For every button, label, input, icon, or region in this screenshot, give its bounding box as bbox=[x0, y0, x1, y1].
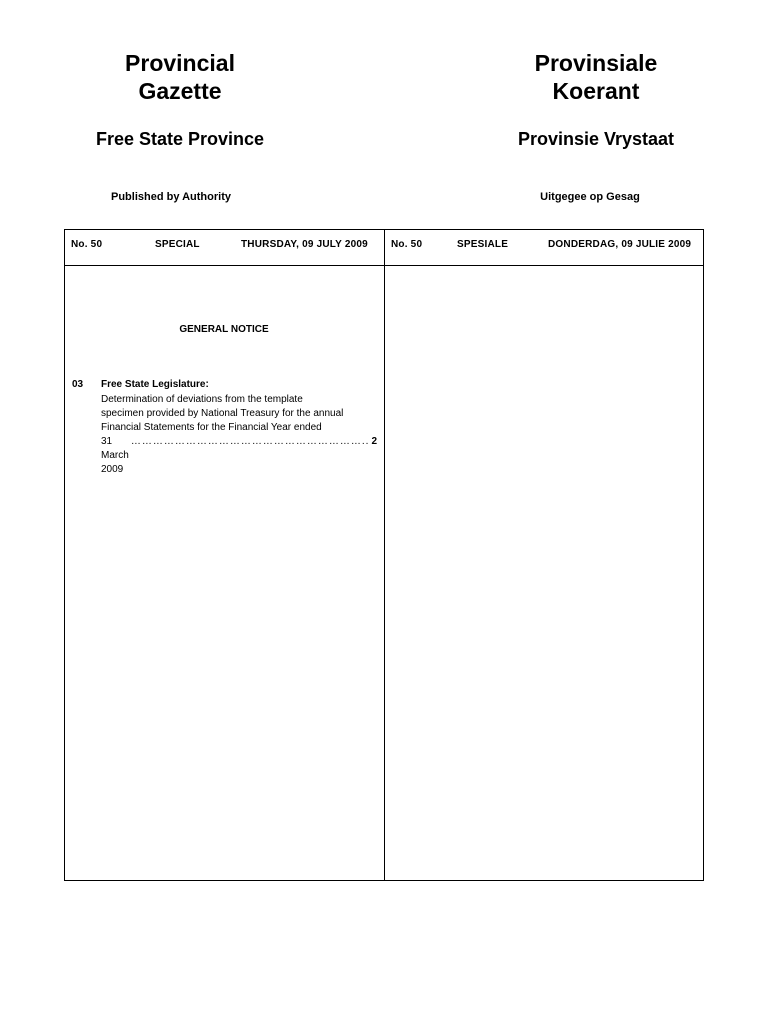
notice-last-line bbox=[101, 435, 377, 477]
gazette-title-english bbox=[60, 49, 300, 105]
notice-heading: Free State Legislature: bbox=[101, 379, 209, 390]
issue-number-afrikaans: No. 50 bbox=[391, 239, 423, 250]
notice-line: Determination of deviations from the template bbox=[101, 394, 303, 405]
notice-line: specimen provided by National Treasury for the annual bbox=[101, 408, 344, 419]
gazette-title-english-line1: Provincial bbox=[125, 50, 235, 76]
dot-leader: ……………………………………………………….. bbox=[130, 436, 370, 447]
notice-number: 03 bbox=[72, 379, 84, 390]
issue-number-english: No. 50 bbox=[71, 239, 103, 250]
page-number: 2 bbox=[371, 436, 377, 447]
province-name-english: Free State Province bbox=[95, 129, 265, 149]
province-name-afrikaans: Provinsie Vrystaat bbox=[517, 129, 675, 149]
gazette-title-afrikaans-line2: Koerant bbox=[552, 78, 640, 104]
issue-date-afrikaans: DONDERDAG, 09 JULIE 2009 bbox=[548, 239, 692, 250]
notice-line: Financial Statements for the Financial Year ended bbox=[101, 422, 322, 433]
gazette-title-afrikaans-line1: Provinsiale bbox=[534, 50, 658, 76]
gazette-title-afrikaans bbox=[476, 49, 716, 105]
issue-type-english: SPECIAL bbox=[155, 239, 200, 250]
issue-type-afrikaans: SPESIALE bbox=[457, 239, 509, 250]
notice-date-text: 31 March 2009 bbox=[101, 436, 129, 475]
uitgegee-op-gesag: Uitgegee op Gesag bbox=[540, 191, 640, 203]
column-divider bbox=[384, 229, 385, 881]
gazette-title-english-line2: Gazette bbox=[138, 78, 222, 104]
section-title: GENERAL NOTICE bbox=[179, 324, 269, 335]
issue-date-english: THURSDAY, 09 JULY 2009 bbox=[241, 239, 368, 250]
published-by-authority: Published by Authority bbox=[111, 191, 231, 203]
